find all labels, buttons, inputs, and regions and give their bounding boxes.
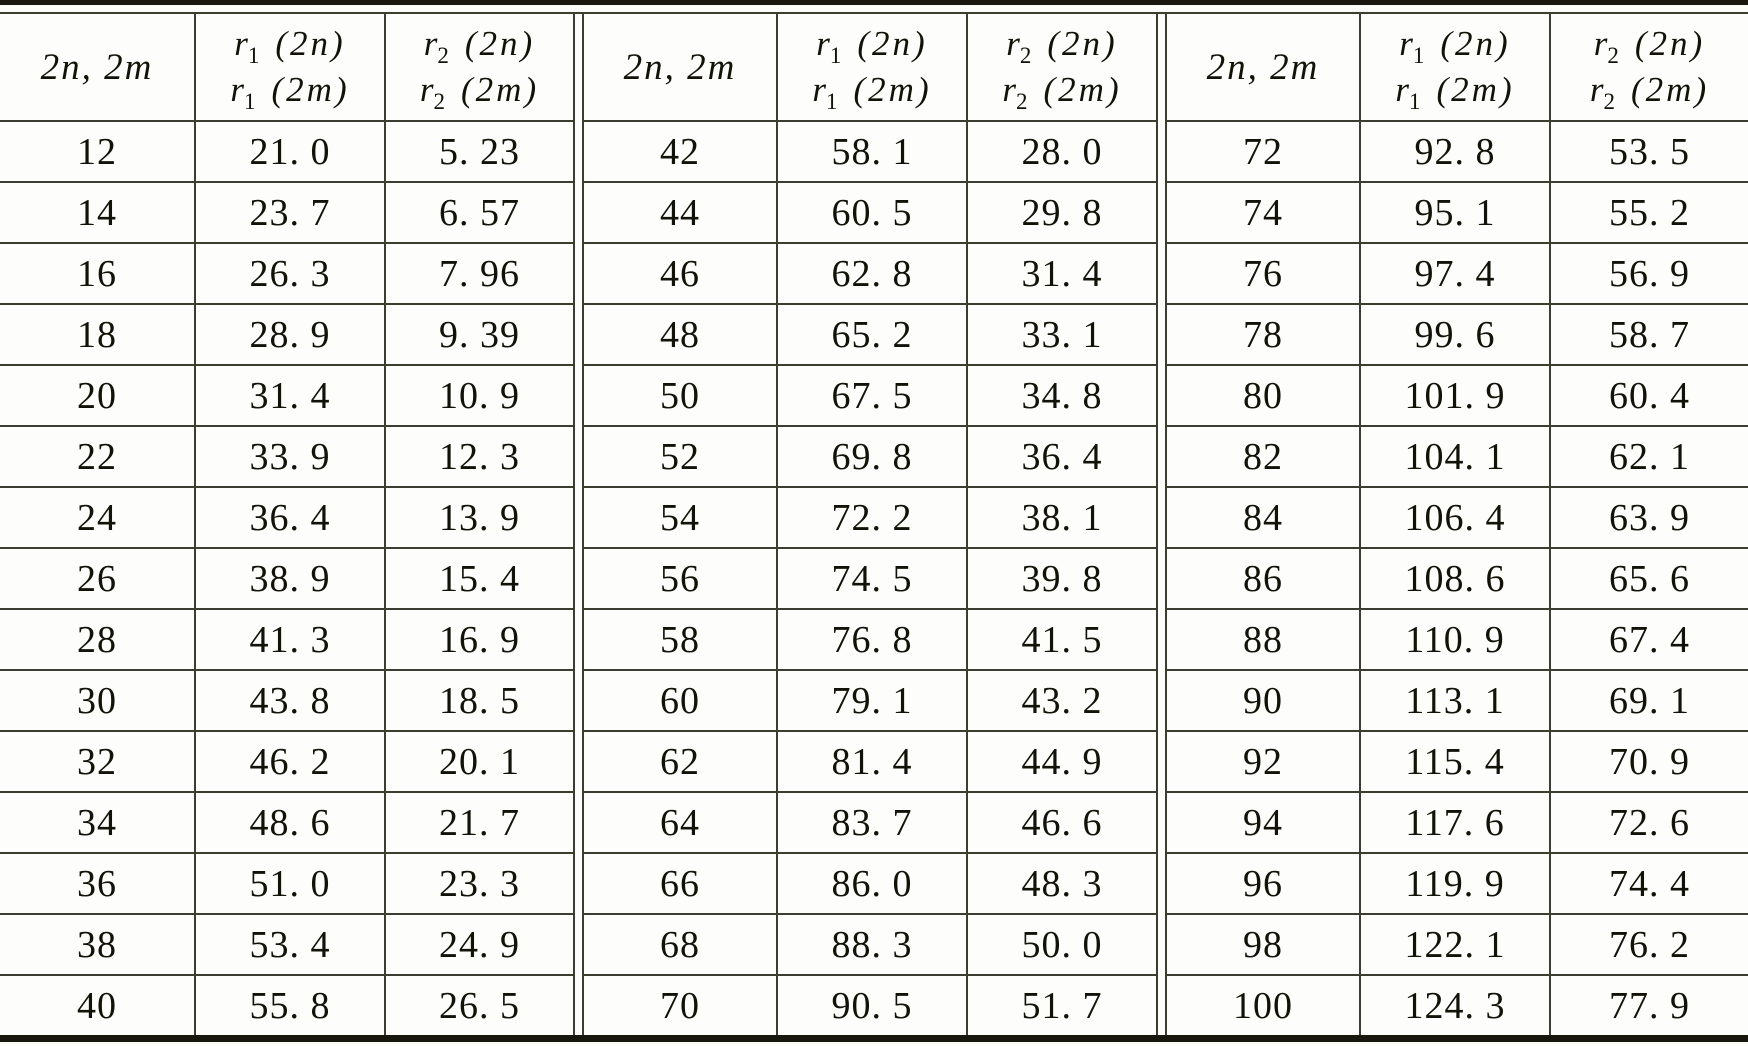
header-2n-2m: 2n, 2m [583,14,777,121]
header-2n-2m: 2n, 2m [0,14,195,121]
cell-r1: 23. 7 [195,182,385,243]
cell-r1: 69. 8 [777,426,967,487]
cell-2n: 22 [0,426,195,487]
table-row [0,304,1748,365]
table-row [0,670,1748,731]
table-row [0,426,1748,487]
table-row [0,243,1748,304]
cell-r1: 67. 5 [777,365,967,426]
cell-r2: 76. 2 [1550,914,1748,975]
cell-2n: 20 [0,365,195,426]
cell-2n: 74 [1166,182,1360,243]
cell-r1: 55. 8 [195,975,385,1035]
cell-r1: 46. 2 [195,731,385,792]
cell-2n: 48 [583,304,777,365]
group-separator [1157,975,1166,1035]
group-separator [574,365,583,426]
cell-2n: 96 [1166,853,1360,914]
cell-2n: 88 [1166,609,1360,670]
cell-r1: 31. 4 [195,365,385,426]
cell-2n: 80 [1166,365,1360,426]
header-r2-2m: $r_2$ (2m) [1589,70,1710,114]
cell-2n: 62 [583,731,777,792]
group-separator [1157,914,1166,975]
cell-2n: 16 [0,243,195,304]
group-separator [1157,792,1166,853]
header-r2-2n: $r_2$ (2n) [1006,24,1118,68]
cell-r1: 76. 8 [777,609,967,670]
table-row [0,487,1748,548]
cell-r1: 53. 4 [195,914,385,975]
cell-r1: 92. 8 [1360,121,1550,182]
table-row [0,182,1748,243]
cell-r2: 12. 3 [385,426,574,487]
cell-2n: 78 [1166,304,1360,365]
cell-r1: 33. 9 [195,426,385,487]
cell-r1: 110. 9 [1360,609,1550,670]
group-separator [574,792,583,853]
cell-r2: 69. 1 [1550,670,1748,731]
cell-2n: 98 [1166,914,1360,975]
cell-r2: 58. 7 [1550,304,1748,365]
cell-2n: 46 [583,243,777,304]
cell-2n: 90 [1166,670,1360,731]
cell-r2: 16. 9 [385,609,574,670]
cell-r1: 122. 1 [1360,914,1550,975]
cell-r1: 104. 1 [1360,426,1550,487]
cell-2n: 18 [0,304,195,365]
header-r1-2m: $r_1$ (2m) [812,70,932,114]
cell-r2: 70. 9 [1550,731,1748,792]
cell-2n: 72 [1166,121,1360,182]
cell-r2: 15. 4 [385,548,574,609]
group-separator [574,182,583,243]
header-r1-2m: $r_1$ (2m) [1395,70,1515,114]
cell-2n: 44 [583,182,777,243]
cell-r1: 79. 1 [777,670,967,731]
table-row [0,853,1748,914]
cell-r1: 21. 0 [195,121,385,182]
group-separator [574,609,583,670]
cell-r2: 28. 0 [967,121,1157,182]
table-row [0,121,1748,182]
cell-r2: 13. 9 [385,487,574,548]
cell-2n: 12 [0,121,195,182]
cell-r2: 72. 6 [1550,792,1748,853]
cell-r2: 44. 9 [967,731,1157,792]
cell-r2: 56. 9 [1550,243,1748,304]
cell-r2: 23. 3 [385,853,574,914]
cell-r2: 39. 8 [967,548,1157,609]
cell-r1: 95. 1 [1360,182,1550,243]
cell-r2: 20. 1 [385,731,574,792]
cell-r2: 67. 4 [1550,609,1748,670]
cell-r2: 33. 1 [967,304,1157,365]
header-r1 [777,14,967,121]
cell-2n: 92 [1166,731,1360,792]
cell-2n: 26 [0,548,195,609]
cell-r2: 9. 39 [385,304,574,365]
group-separator [574,304,583,365]
cell-2n: 50 [583,365,777,426]
group-separator [1157,548,1166,609]
cell-2n: 54 [583,487,777,548]
group-separator [574,121,583,182]
cell-r2: 34. 8 [967,365,1157,426]
cell-r1: 36. 4 [195,487,385,548]
cell-2n: 68 [583,914,777,975]
cell-r1: 99. 6 [1360,304,1550,365]
cell-2n: 24 [0,487,195,548]
cell-r1: 81. 4 [777,731,967,792]
cell-r1: 115. 4 [1360,731,1550,792]
table-row [0,609,1748,670]
header-r1 [195,14,385,121]
cell-r1: 58. 1 [777,121,967,182]
header-row [0,14,1748,121]
cell-2n: 86 [1166,548,1360,609]
cell-2n: 32 [0,731,195,792]
cell-r2: 38. 1 [967,487,1157,548]
header-r2 [967,14,1157,121]
cell-r2: 7. 96 [385,243,574,304]
cell-r2: 50. 0 [967,914,1157,975]
cell-2n: 94 [1166,792,1360,853]
cell-2n: 34 [0,792,195,853]
cell-r2: 65. 6 [1550,548,1748,609]
group-separator [1157,121,1166,182]
group-separator [1157,487,1166,548]
cell-2n: 84 [1166,487,1360,548]
group-separator [574,487,583,548]
cell-r1: 86. 0 [777,853,967,914]
cell-2n: 42 [583,121,777,182]
group-separator [1157,365,1166,426]
cell-2n: 14 [0,182,195,243]
cell-r2: 60. 4 [1550,365,1748,426]
cell-r2: 24. 9 [385,914,574,975]
cell-2n: 28 [0,609,195,670]
header-r1-2n: $r_1$ (2n) [1399,24,1511,68]
cell-r2: 41. 5 [967,609,1157,670]
cell-2n: 64 [583,792,777,853]
table-row [0,975,1748,1035]
ratio-table [0,14,1748,1035]
cell-r1: 41. 3 [195,609,385,670]
cell-2n: 52 [583,426,777,487]
table-body [0,121,1748,1035]
cell-r2: 51. 7 [967,975,1157,1035]
group-separator [1157,853,1166,914]
cell-r2: 46. 6 [967,792,1157,853]
header-r2-2n: $r_2$ (2n) [1593,24,1706,68]
header-r2 [385,14,574,121]
group-separator [1157,14,1166,121]
header-r1-2n: $r_1$ (2n) [234,24,346,68]
cell-r1: 97. 4 [1360,243,1550,304]
cell-r1: 48. 6 [195,792,385,853]
group-separator [574,975,583,1035]
cell-r1: 28. 9 [195,304,385,365]
cell-r1: 106. 4 [1360,487,1550,548]
group-separator [1157,731,1166,792]
group-separator [574,548,583,609]
group-separator [1157,304,1166,365]
cell-r2: 63. 9 [1550,487,1748,548]
cell-r2: 74. 4 [1550,853,1748,914]
header-r1-2n: $r_1$ (2n) [816,24,928,68]
group-separator [574,731,583,792]
cell-r2: 53. 5 [1550,121,1748,182]
cell-r2: 26. 5 [385,975,574,1035]
group-separator [574,914,583,975]
cell-2n: 58 [583,609,777,670]
table-row [0,914,1748,975]
cell-r1: 108. 6 [1360,548,1550,609]
cell-r2: 43. 2 [967,670,1157,731]
table-row [0,731,1748,792]
cell-2n: 36 [0,853,195,914]
cell-r2: 6. 57 [385,182,574,243]
header-r1-2m: $r_1$ (2m) [230,70,350,114]
group-separator [1157,426,1166,487]
cell-r1: 26. 3 [195,243,385,304]
table-row [0,365,1748,426]
cell-2n: 82 [1166,426,1360,487]
group-separator [1157,182,1166,243]
cell-r2: 62. 1 [1550,426,1748,487]
header-r2 [1550,14,1748,121]
cell-r1: 88. 3 [777,914,967,975]
group-separator [1157,243,1166,304]
cell-2n: 66 [583,853,777,914]
cell-2n: 60 [583,670,777,731]
cell-r2: 36. 4 [967,426,1157,487]
table-row [0,548,1748,609]
group-separator [1157,609,1166,670]
cell-r2: 29. 8 [967,182,1157,243]
cell-2n: 30 [0,670,195,731]
cell-r1: 113. 1 [1360,670,1550,731]
cell-r1: 74. 5 [777,548,967,609]
group-separator [574,426,583,487]
group-separator [574,853,583,914]
header-2n-2m: 2n, 2m [1166,14,1360,121]
cell-r1: 60. 5 [777,182,967,243]
cell-r1: 38. 9 [195,548,385,609]
group-separator [1157,670,1166,731]
cell-r1: 117. 6 [1360,792,1550,853]
header-r2-2m: $r_2$ (2m) [419,70,540,114]
cell-r1: 62. 8 [777,243,967,304]
cell-r2: 31. 4 [967,243,1157,304]
cell-2n: 56 [583,548,777,609]
cell-r1: 83. 7 [777,792,967,853]
cell-r1: 124. 3 [1360,975,1550,1035]
cell-2n: 70 [583,975,777,1035]
cell-2n: 76 [1166,243,1360,304]
table-header [0,14,1748,121]
cell-r2: 10. 9 [385,365,574,426]
header-r2-2m: $r_2$ (2m) [1002,70,1122,114]
header-r1 [1360,14,1550,121]
group-separator [574,243,583,304]
group-separator [574,14,583,121]
cell-r2: 21. 7 [385,792,574,853]
cell-r1: 119. 9 [1360,853,1550,914]
group-separator [574,670,583,731]
cell-r2: 48. 3 [967,853,1157,914]
cell-r2: 55. 2 [1550,182,1748,243]
cell-2n: 100 [1166,975,1360,1035]
cell-r1: 90. 5 [777,975,967,1035]
cell-r2: 5. 23 [385,121,574,182]
cell-r1: 72. 2 [777,487,967,548]
cell-r1: 101. 9 [1360,365,1550,426]
cell-r2: 18. 5 [385,670,574,731]
cell-r1: 51. 0 [195,853,385,914]
header-r2-2n: $r_2$ (2n) [423,24,536,68]
cell-r1: 65. 2 [777,304,967,365]
cell-r2: 77. 9 [1550,975,1748,1035]
cell-2n: 38 [0,914,195,975]
cell-2n: 40 [0,975,195,1035]
cell-r1: 43. 8 [195,670,385,731]
table-row [0,792,1748,853]
